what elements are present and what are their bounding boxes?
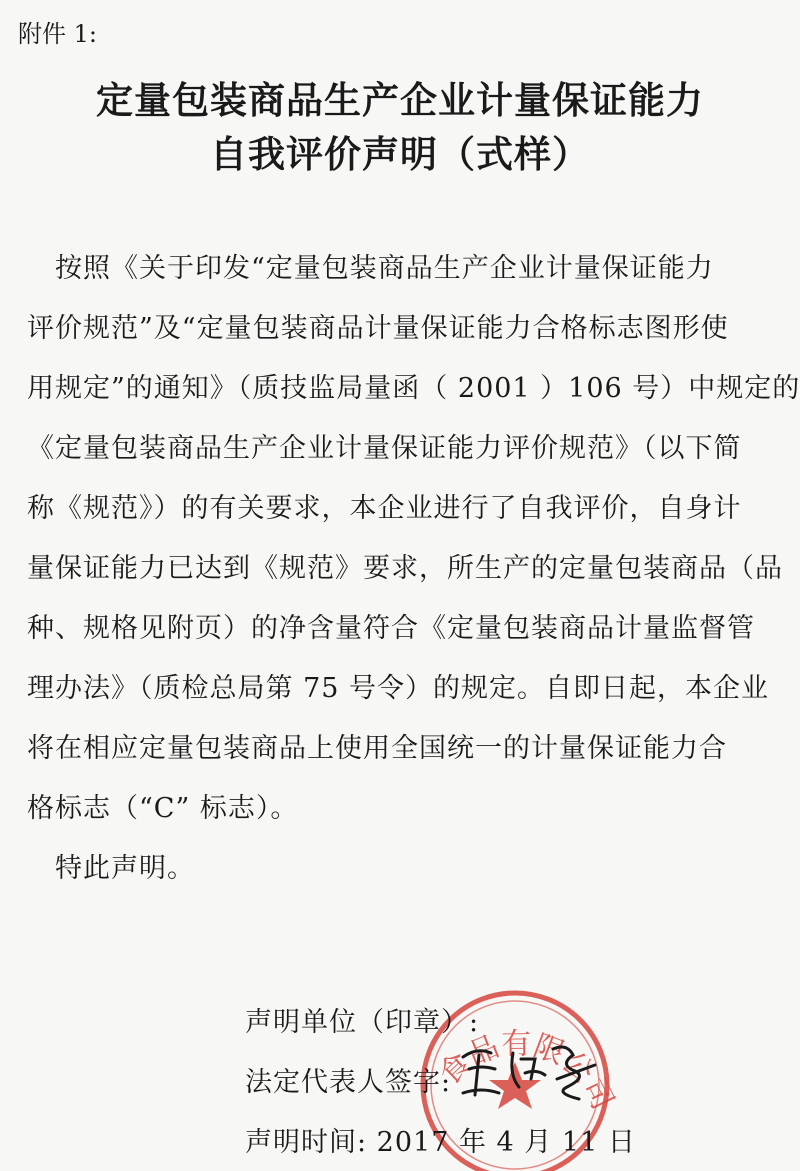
declaring-unit-label: 声明单位（印章）: [245,1007,480,1038]
body-line: 量保证能力已达到《规范》要求，所生产的定量包装商品（品 [27,553,783,584]
body-line: 按照《关于印发“定量包装商品生产企业计量保证能力 [27,253,714,284]
body-line: 《定量包装商品生产企业计量保证能力评价规范》（以下简 [27,433,742,464]
attachment-label: 附件 1: [18,20,97,48]
body-line: 将在相应定量包装商品上使用全国统一的计量保证能力合 [27,733,727,764]
body-line: 理办法》（质检总局第 75 号令）的规定。自即日起，本企业 [27,673,770,704]
title-line-2: 自我评价声明（式样） [210,132,590,176]
declaration-date: 声明时间: 2017 年 4 月 11 日 [245,1127,636,1158]
body-line: 评价规范”及“定量包装商品计量保证能力合格标志图形使 [27,313,729,344]
body-line: 用规定”的通知》（质技监局量函（ 2001 ）106 号）中规定的 [27,373,800,404]
closing-line: 特此声明。 [27,853,195,884]
legal-representative-label: 法定代表人签字: [245,1067,452,1098]
body-line: 称《规范》）的有关要求，本企业进行了自我评价，自身计 [27,493,742,524]
seal-text: 食品有限公司 [432,1026,621,1116]
body-line: 种、规格见附页）的净含量符合《定量包装商品计量监督管 [27,613,755,644]
handwritten-signature-icon [455,1035,605,1110]
body-line: 格标志（“C” 标志）。 [27,793,299,824]
title-line-1: 定量包装商品生产企业计量保证能力 [96,78,704,122]
